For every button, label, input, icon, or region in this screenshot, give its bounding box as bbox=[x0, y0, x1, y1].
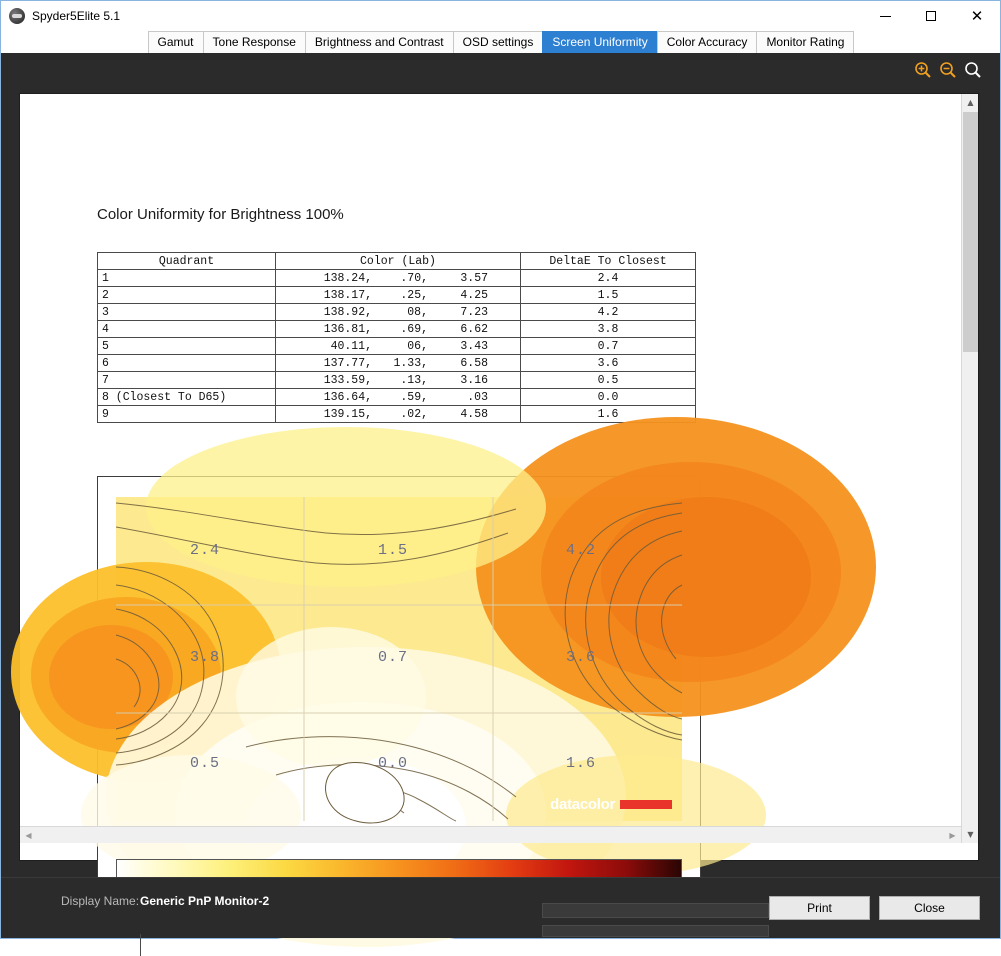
cell-color-lab bbox=[276, 355, 521, 372]
lab-L: 133.59, bbox=[323, 373, 372, 387]
close-button[interactable]: Close bbox=[879, 896, 980, 920]
datacolor-wordmark: datacolor bbox=[550, 796, 615, 813]
tab-strip bbox=[1, 31, 1000, 53]
table-row bbox=[98, 321, 696, 338]
lab-a: .25, bbox=[400, 288, 428, 302]
window-controls bbox=[862, 1, 1000, 31]
lab-a: .70, bbox=[400, 271, 428, 285]
maximize-icon bbox=[926, 11, 936, 21]
lab-b: 3.43 bbox=[460, 339, 488, 353]
cell-quadrant: 7 bbox=[98, 372, 276, 389]
uniformity-map-panel bbox=[97, 476, 701, 916]
heatmap-value-top-left: 2.4 bbox=[190, 542, 221, 559]
tab-color-accuracy[interactable]: Color Accuracy bbox=[657, 31, 758, 53]
cell-deltae: 0.7 bbox=[521, 338, 696, 355]
table-row bbox=[98, 406, 696, 423]
cell-deltae: 3.6 bbox=[521, 355, 696, 372]
zoom-in-icon[interactable] bbox=[914, 61, 932, 79]
vertical-scrollbar[interactable] bbox=[961, 94, 978, 843]
table-row bbox=[98, 355, 696, 372]
cell-quadrant: 2 bbox=[98, 287, 276, 304]
cell-quadrant: 5 bbox=[98, 338, 276, 355]
cell-deltae: 0.5 bbox=[521, 372, 696, 389]
cell-deltae: 0.0 bbox=[521, 389, 696, 406]
table-header-row bbox=[98, 253, 696, 270]
lab-L: 137.77, bbox=[323, 356, 372, 370]
cell-deltae: 1.6 bbox=[521, 406, 696, 423]
minimize-icon bbox=[880, 16, 891, 17]
progress-bar-primary bbox=[542, 903, 769, 918]
cell-quadrant: 4 bbox=[98, 321, 276, 338]
scroll-left-icon[interactable]: ◀ bbox=[25, 831, 32, 840]
table-row bbox=[98, 372, 696, 389]
tab-gamut[interactable]: Gamut bbox=[148, 31, 204, 53]
cell-quadrant: 8 (Closest To D65) bbox=[98, 389, 276, 406]
report-page bbox=[20, 94, 961, 843]
datacolor-bar-icon bbox=[620, 800, 672, 809]
vertical-scroll-thumb[interactable] bbox=[963, 112, 978, 352]
tab-monitor-rating[interactable]: Monitor Rating bbox=[756, 31, 854, 53]
horizontal-scrollbar[interactable] bbox=[20, 826, 961, 843]
print-button[interactable]: Print bbox=[769, 896, 870, 920]
lab-L: 136.64, bbox=[323, 390, 372, 404]
lab-b: 3.16 bbox=[460, 373, 488, 387]
lab-L: 40.11, bbox=[330, 339, 372, 353]
cell-deltae: 2.4 bbox=[521, 270, 696, 287]
report-toolbar bbox=[914, 61, 982, 79]
cell-color-lab bbox=[276, 321, 521, 338]
report-viewport bbox=[19, 93, 979, 861]
cell-quadrant: 6 bbox=[98, 355, 276, 372]
table-row bbox=[98, 338, 696, 355]
lab-b: 3.57 bbox=[460, 271, 488, 285]
lab-a: .59, bbox=[400, 390, 428, 404]
scroll-up-icon[interactable]: ▲ bbox=[967, 98, 974, 107]
heatmap-value-bottom-center: 0.0 bbox=[378, 755, 409, 772]
cell-deltae: 3.8 bbox=[521, 321, 696, 338]
tab-osd-settings[interactable]: OSD settings bbox=[453, 31, 544, 53]
heatmap-value-top-center: 1.5 bbox=[378, 542, 409, 559]
display-name-label: Display Name: bbox=[61, 894, 140, 908]
lab-b: .03 bbox=[467, 390, 488, 404]
lab-b: 4.25 bbox=[460, 288, 488, 302]
window-title: Spyder5Elite 5.1 bbox=[32, 9, 121, 23]
heatmap-value-mid-left: 3.8 bbox=[190, 649, 221, 666]
table-row bbox=[98, 287, 696, 304]
lab-b: 4.58 bbox=[460, 407, 488, 421]
lab-a: .13, bbox=[400, 373, 428, 387]
cell-color-lab bbox=[276, 372, 521, 389]
uniformity-table bbox=[97, 252, 696, 423]
lab-b: 6.58 bbox=[460, 356, 488, 370]
cell-deltae: 1.5 bbox=[521, 287, 696, 304]
col-header-color-lab: Color (Lab) bbox=[276, 253, 521, 270]
lab-b: 6.62 bbox=[460, 322, 488, 336]
table-row bbox=[98, 270, 696, 287]
lab-a: 1.33, bbox=[393, 356, 428, 370]
col-header-deltae: DeltaE To Closest bbox=[521, 253, 696, 270]
close-window-button[interactable] bbox=[954, 1, 1000, 31]
cell-quadrant: 1 bbox=[98, 270, 276, 287]
cell-color-lab bbox=[276, 270, 521, 287]
table-row bbox=[98, 304, 696, 321]
table-row bbox=[98, 389, 696, 406]
lab-a: 08, bbox=[407, 305, 428, 319]
display-name-value: Generic PnP Monitor-2 bbox=[140, 894, 270, 908]
scroll-right-icon[interactable]: ▶ bbox=[949, 831, 956, 840]
heatmap-value-mid-right: 3.6 bbox=[566, 649, 597, 666]
tab-brightness-and-contrast[interactable]: Brightness and Contrast bbox=[305, 31, 454, 53]
lab-L: 138.92, bbox=[323, 305, 372, 319]
cell-color-lab bbox=[276, 338, 521, 355]
cell-color-lab bbox=[276, 287, 521, 304]
heatmap-value-bottom-right: 1.6 bbox=[566, 755, 597, 772]
tab-screen-uniformity[interactable]: Screen Uniformity bbox=[542, 31, 657, 53]
progress-bar-secondary bbox=[542, 925, 769, 937]
report-document bbox=[20, 94, 961, 826]
title-bar bbox=[1, 1, 1000, 31]
zoom-out-icon[interactable] bbox=[939, 61, 957, 79]
zoom-search-icon[interactable] bbox=[964, 61, 982, 79]
tab-tone-response[interactable]: Tone Response bbox=[203, 31, 306, 53]
scroll-down-icon[interactable]: ▼ bbox=[967, 830, 974, 839]
content-area bbox=[1, 53, 1000, 877]
cell-quadrant: 9 bbox=[98, 406, 276, 423]
lab-a: 06, bbox=[407, 339, 428, 353]
heatmap-value-mid-center: 0.7 bbox=[378, 649, 409, 666]
datacolor-watermark bbox=[550, 796, 672, 813]
cell-deltae: 4.2 bbox=[521, 304, 696, 321]
footer-divider bbox=[140, 934, 141, 956]
minimize-button[interactable] bbox=[862, 1, 908, 31]
lab-L: 138.24, bbox=[323, 271, 372, 285]
cell-color-lab bbox=[276, 389, 521, 406]
lab-a: .02, bbox=[400, 407, 428, 421]
page-title: Color Uniformity for Brightness 100% bbox=[97, 206, 344, 223]
lab-a: .69, bbox=[400, 322, 428, 336]
cell-color-lab bbox=[276, 406, 521, 423]
lab-L: 138.17, bbox=[323, 288, 372, 302]
lab-L: 139.15, bbox=[323, 407, 372, 421]
cell-quadrant: 3 bbox=[98, 304, 276, 321]
cell-color-lab bbox=[276, 304, 521, 321]
heatmap-value-bottom-left: 0.5 bbox=[190, 755, 221, 772]
maximize-button[interactable] bbox=[908, 1, 954, 31]
close-icon: ✕ bbox=[970, 6, 984, 25]
lab-b: 7.23 bbox=[460, 305, 488, 319]
colorbar bbox=[116, 859, 682, 878]
col-header-quadrant: Quadrant bbox=[98, 253, 276, 270]
spyder-icon bbox=[9, 8, 25, 24]
lab-L: 136.81, bbox=[323, 322, 372, 336]
deltae-heatmap bbox=[116, 497, 682, 821]
heatmap-value-top-right: 4.2 bbox=[566, 542, 597, 559]
